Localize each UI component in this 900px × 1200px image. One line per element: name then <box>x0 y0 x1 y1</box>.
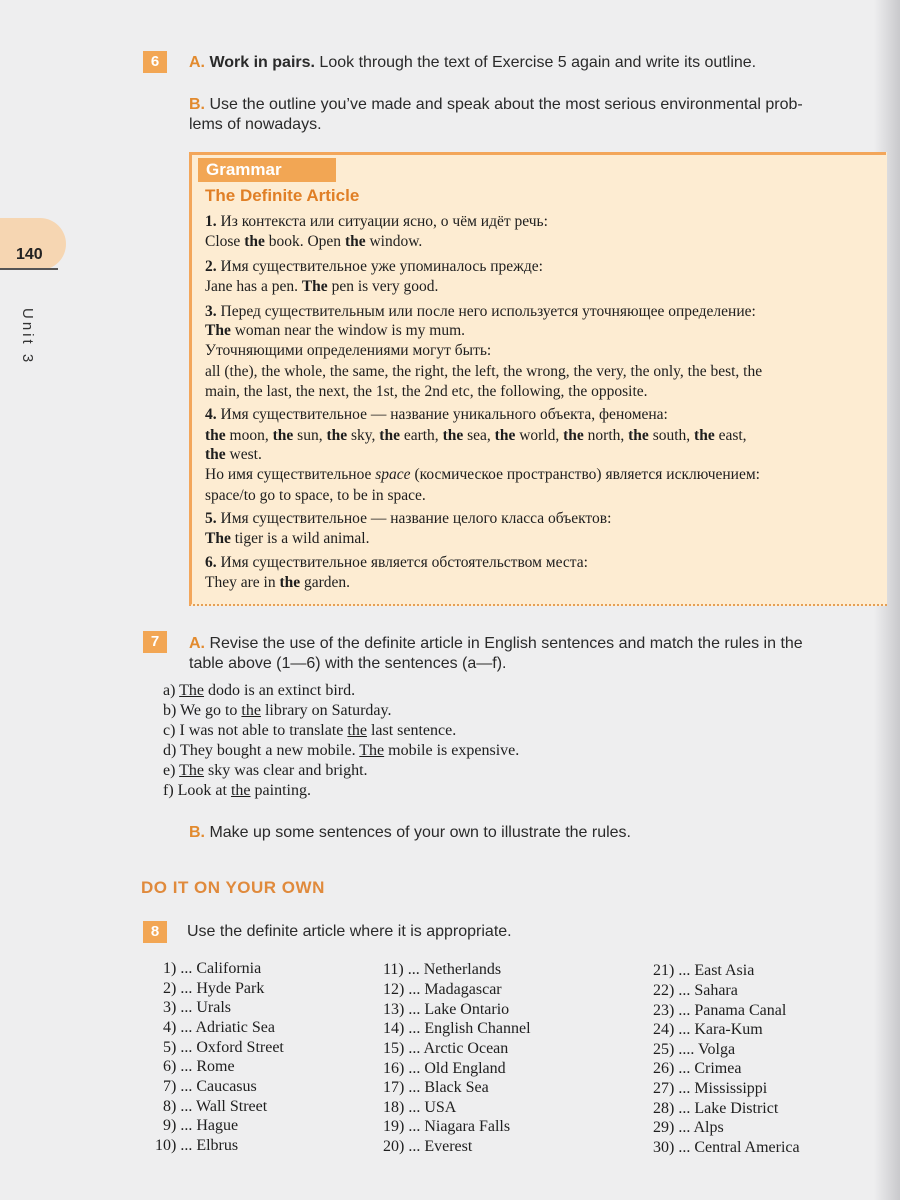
ex8-item-2: 2) ... Hyde Park <box>163 980 265 997</box>
ex8-item-7: 7) ... Caucasus <box>163 1078 257 1095</box>
exercise-6-number: 6 <box>143 51 167 73</box>
rule-1-example: Close the book. Open the window. <box>205 233 423 250</box>
ex7-item-b: b) We go to the library on Saturday. <box>163 702 392 719</box>
page-number-rule <box>0 268 58 270</box>
ex8-item-25: 25) .... Volga <box>653 1041 736 1058</box>
ex8-item-27: 27) ... Mississippi <box>653 1080 768 1097</box>
ex8-item-12: 12) ... Madagascar <box>383 981 502 998</box>
rule-3-note: Уточняющими определениями могут быть: <box>205 342 492 359</box>
exercise-6-b-line1 <box>189 96 803 114</box>
page-number: 140 <box>16 246 43 263</box>
ex8-item-21: 21) ... East Asia <box>653 962 755 979</box>
grammar-box-top-border <box>189 152 886 155</box>
unit-label: Unit 3 <box>19 308 36 366</box>
rule-3-title: 3. Перед существительным или после него используется уточняющее определение: <box>205 303 756 320</box>
exercise-7-b: B. Make up some sentences of your own to illustrate the rules. <box>189 824 631 841</box>
ex8-item-23: 23) ... Panama Canal <box>653 1002 787 1019</box>
exercise-7-number: 7 <box>143 631 167 653</box>
ex8-item-9: 9) ... Hague <box>163 1117 239 1134</box>
ex8-item-13: 13) ... Lake Ontario <box>383 1001 510 1018</box>
ex8-item-30: 30) ... Central America <box>653 1139 800 1156</box>
ex8-item-16: 16) ... Old England <box>383 1060 506 1077</box>
grammar-title: The Definite Article <box>205 186 360 205</box>
ex8-item-10: 10) ... Elbrus <box>155 1137 239 1154</box>
rule-5-example: The tiger is a wild animal. <box>205 530 370 547</box>
ex7-item-f: f) Look at the painting. <box>163 782 311 799</box>
ex8-item-29: 29) ... Alps <box>653 1119 724 1136</box>
ex6-a-text: Look through the text of Exercise 5 again and write its outline. <box>319 54 757 71</box>
ex8-item-28: 28) ... Lake District <box>653 1100 779 1117</box>
ex7-item-a: a) The dodo is an extinct bird. <box>163 682 356 699</box>
ex7-item-e: e) The sky was clear and bright. <box>163 762 368 779</box>
ex6-b-text1: Use the outline you’ve made and speak about the most serious environmental prob- <box>209 96 803 113</box>
ex6-b-label: B. <box>189 96 205 113</box>
ex8-item-4: 4) ... Adriatic Sea <box>163 1019 275 1036</box>
section-heading: DO IT ON YOUR OWN <box>141 878 325 897</box>
ex8-item-1: 1) ... California <box>163 960 262 977</box>
rule-4-note-line2: space/to go to space, to be in space. <box>205 487 426 504</box>
rule-3-list-line1: all (the), the whole, the same, the right, the left, the wrong, the very, the only, the best, the <box>205 363 763 380</box>
ex8-item-6: 6) ... Rome <box>163 1058 235 1075</box>
rule-6-example: They are in the garden. <box>205 574 351 591</box>
ex8-item-8: 8) ... Wall Street <box>163 1098 268 1115</box>
exercise-6-a <box>189 54 756 72</box>
rule-6-title: 6. Имя существительное является обстоятельством места: <box>205 554 588 571</box>
ex8-item-11: 11) ... Netherlands <box>383 961 502 978</box>
rule-3-list-line2: main, the last, the next, the 1st, the 2nd etc, the following, the opposite. <box>205 383 648 400</box>
exercise-6-b-line2: lems of nowadays. <box>189 116 322 133</box>
ex8-item-18: 18) ... USA <box>383 1099 457 1116</box>
rule-2-example: Jane has a pen. The pen is very good. <box>205 278 439 295</box>
ex6-a-bold: Work in pairs. <box>209 54 315 71</box>
ex8-item-17: 17) ... Black Sea <box>383 1079 489 1096</box>
ex8-item-24: 24) ... Kara-Kum <box>653 1021 763 1038</box>
exercise-8-instruction: Use the definite article where it is appropriate. <box>187 923 512 940</box>
ex8-item-5: 5) ... Oxford Street <box>163 1039 284 1056</box>
rule-4-note: Но имя существительное space (космическое пространство) является исключением: <box>205 466 760 483</box>
exercise-8-number: 8 <box>143 921 167 943</box>
ex8-item-26: 26) ... Crimea <box>653 1060 742 1077</box>
rule-1-title: 1. Из контекста или ситуации ясно, о чём идёт речь: <box>205 213 548 230</box>
exercise-7-a-line1: A. Revise the use of the definite article in English sentences and match the rules in the <box>189 635 803 652</box>
rule-2-title: 2. Имя существительное уже упоминалось прежде: <box>205 258 543 275</box>
rule-3-example: The woman near the window is my mum. <box>205 322 466 339</box>
ex7-item-c: c) I was not able to translate the last sentence. <box>163 722 457 739</box>
rule-4-title: 4. Имя существительное — название уникального объекта, феномена: <box>205 406 668 423</box>
rule-4-example-line1: the moon, the sun, the sky, the earth, the sea, the world, the north, the south, the east, <box>205 427 747 444</box>
exercise-7-a-line2: table above (1—6) with the sentences (a—f). <box>189 655 507 672</box>
ex8-item-20: 20) ... Everest <box>383 1138 473 1155</box>
ex8-item-3: 3) ... Urals <box>163 999 231 1016</box>
ex8-item-14: 14) ... English Channel <box>383 1020 531 1037</box>
ex8-item-19: 19) ... Niagara Falls <box>383 1118 511 1135</box>
ex8-item-22: 22) ... Sahara <box>653 982 738 999</box>
rule-5-title: 5. Имя существительное — название целого класса объектов: <box>205 510 612 527</box>
ex6-a-label: A. <box>189 54 205 71</box>
ex8-item-15: 15) ... Arctic Ocean <box>383 1040 509 1057</box>
grammar-header: Grammar <box>198 158 336 182</box>
ex7-item-d: d) They bought a new mobile. The mobile is expensive. <box>163 742 520 759</box>
rule-4-example-line2: the west. <box>205 446 262 463</box>
